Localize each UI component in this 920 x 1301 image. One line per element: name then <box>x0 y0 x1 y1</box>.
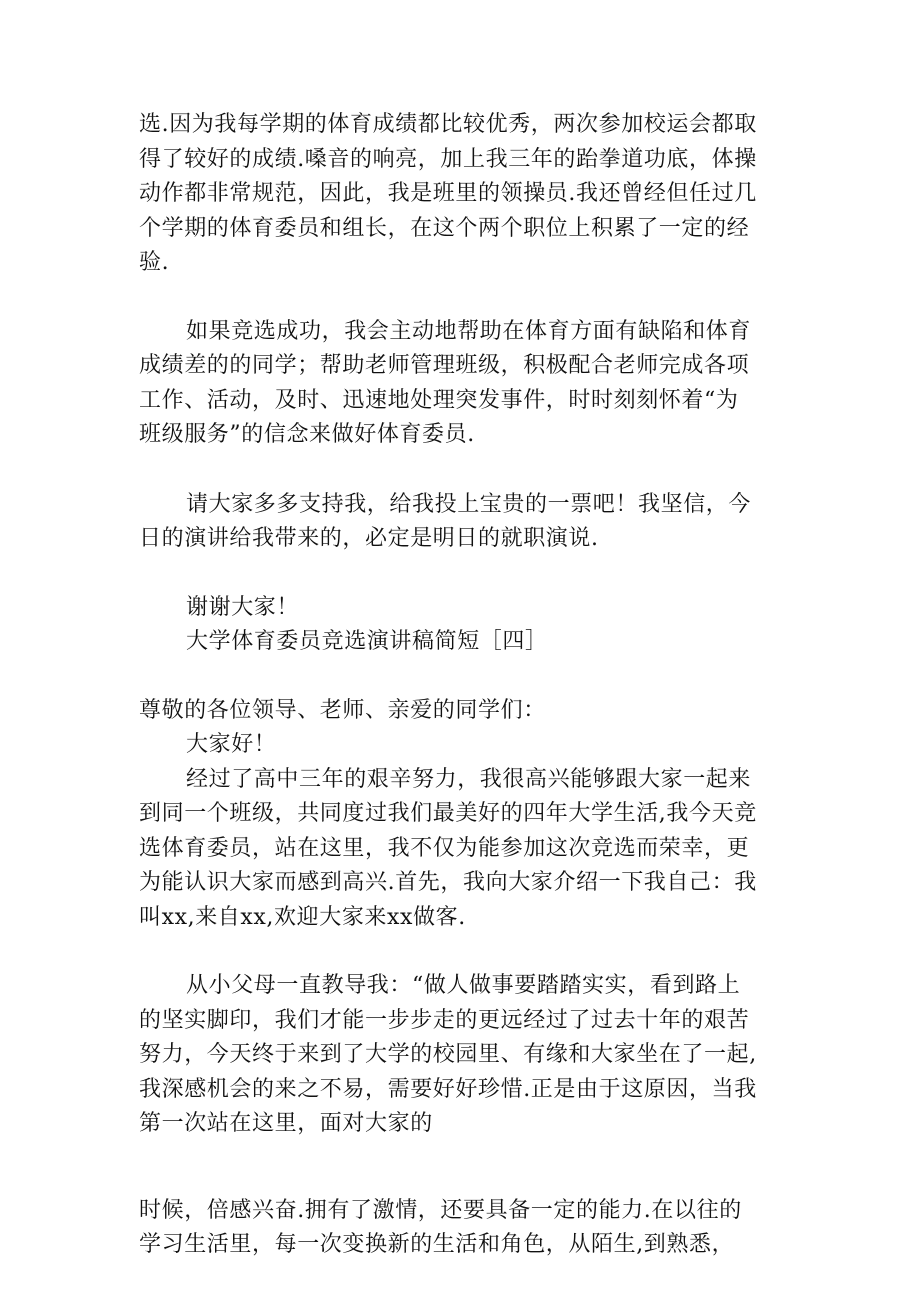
paragraph-continuation <box>139 1194 789 1263</box>
thanks-line: 谢谢大家！ <box>186 594 300 620</box>
text-line: 到同一个班级，共同度过我们最美好的四年大学生活,我今天竞 <box>139 801 757 826</box>
text-line: 如果竞选成功，我会主动地帮助在体育方面有缺陷和体育 <box>186 318 752 344</box>
text-line: 成绩差的的同学；帮助老师管理班级，积极配合老师完成各项 <box>139 353 750 378</box>
text-line: 努力，今天终于来到了大学的校园里、有缘和大家坐在了一起, <box>139 1042 757 1067</box>
section-heading: 大学体育委员竞选演讲稿简短［四］ <box>186 629 548 654</box>
text-line: 从小父母一直教导我：“做人做事要踏踏实实，看到路上 <box>186 973 741 998</box>
text-line: 得了较好的成绩.嗓音的响亮，加上我三年的跆拳道功底，体操 <box>139 146 757 172</box>
paragraph-appeal <box>139 488 789 557</box>
text-line: 第一次站在这里，面对大家的 <box>139 1111 433 1136</box>
paragraph-qualifications <box>139 108 789 281</box>
text-line: 日的演讲给我带来的，必定是明日的就职演说. <box>139 526 599 551</box>
paragraph-commitment <box>139 315 789 453</box>
text-line: 我深感机会的来之不易，需要好好珍惜.正是由于这原因，当我 <box>139 1076 757 1102</box>
text-line: 选体育委员，站在这里，我不仅为能参加这次竞选而荣幸，更 <box>139 835 750 861</box>
text-line: 班级服务”的信念来做好体育委员. <box>139 422 475 447</box>
text-line: 请大家多多支持我，给我投上宝贵的一票吧！我坚信，今 <box>186 491 752 517</box>
text-line: 动作都非常规范，因此，我是班里的领操员.我还曾经但任过几 <box>139 181 757 206</box>
text-line: 个学期的体育委员和组长，在这个两个职位上积累了一定的经 <box>139 215 750 241</box>
salutation: 尊敬的各位领导、老师、亲爱的同学们： <box>139 697 546 723</box>
text-line: 选.因为我每学期的体育成绩都比较优秀，两次参加校运会都取 <box>139 112 757 137</box>
greeting: 大家好！ <box>186 732 277 757</box>
text-line: 验. <box>139 250 170 275</box>
text-line: 学习生活里，每一次变换新的生活和角色，从陌生,到熟悉， <box>139 1232 735 1257</box>
text-line: 经过了高中三年的艰辛努力，我很高兴能够跟大家一起来 <box>186 766 752 792</box>
text-line: 叫xx,来自xx,欢迎大家来xx做客. <box>139 904 466 930</box>
text-line: 为能认识大家而感到高兴.首先，我向大家介绍一下我自己：我 <box>139 870 757 895</box>
text-line: 的坚实脚印，我们才能一步步走的更远经过了过去十年的艰苦 <box>139 1007 750 1033</box>
paragraph-upbringing <box>139 969 789 1142</box>
paragraph-closing <box>139 591 789 660</box>
text-line: 时候，倍感兴奋.拥有了激情，还要具备一定的能力.在以往的 <box>139 1197 742 1223</box>
paragraph-introduction <box>139 694 789 936</box>
document-page <box>139 108 789 1263</box>
text-line: 工作、活动，及时、迅速地处理突发事件，时时刻刻怀着“为 <box>139 387 739 413</box>
